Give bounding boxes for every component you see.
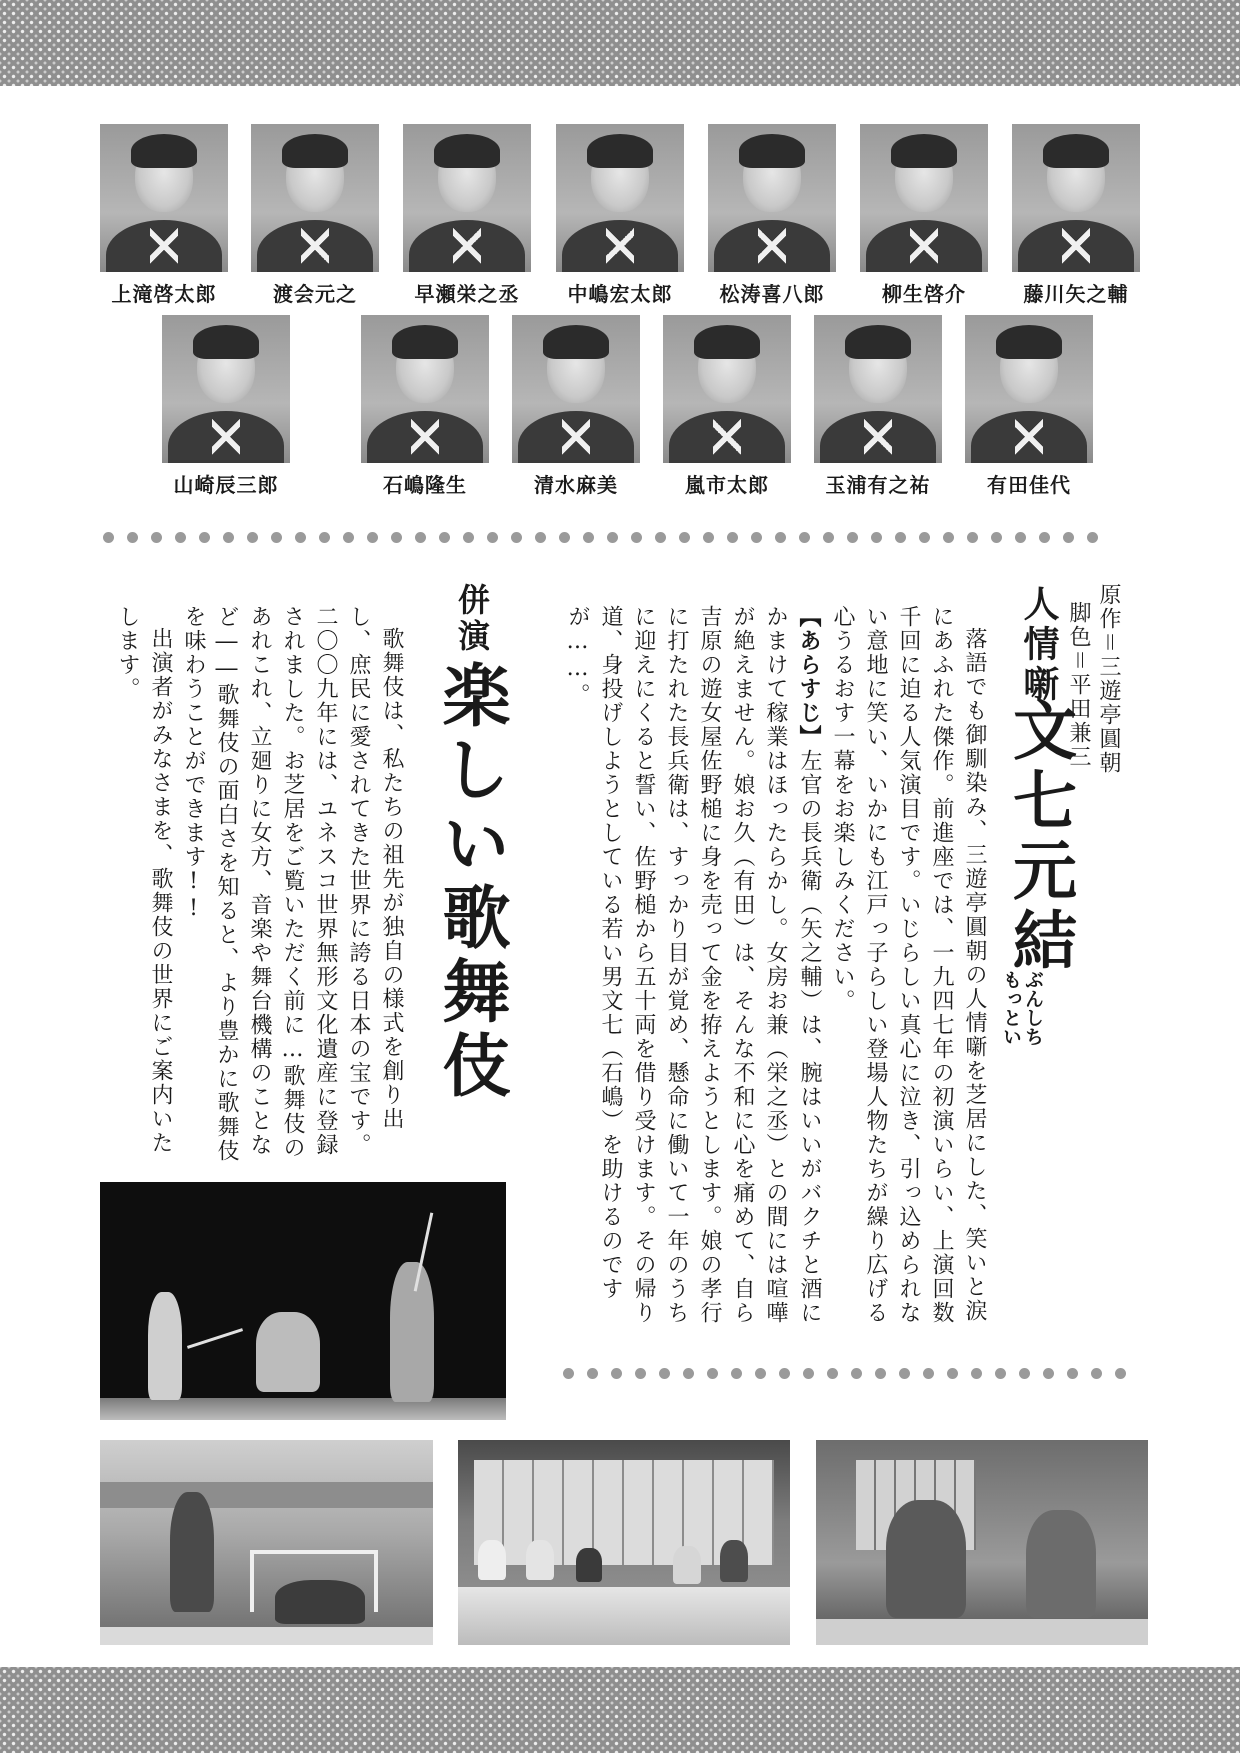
cast-name: 早瀬栄之丞 bbox=[414, 282, 520, 306]
dotted-divider bbox=[563, 1368, 1139, 1379]
sword bbox=[187, 1328, 243, 1349]
play-title: 文七元結 bbox=[1002, 697, 1077, 977]
cast-portrait bbox=[556, 124, 684, 307]
portrait-photo bbox=[965, 315, 1093, 463]
cast-portrait bbox=[403, 124, 531, 307]
portrait-photo bbox=[814, 315, 942, 463]
cast-portrait bbox=[100, 124, 228, 307]
cast-portrait bbox=[1012, 124, 1140, 307]
second-play-label: 併演 bbox=[453, 583, 491, 655]
backdrop bbox=[100, 1482, 433, 1508]
portrait-photo bbox=[708, 124, 836, 272]
actor-figure bbox=[478, 1540, 506, 1580]
second-play-closing: 出演者がみなさまを、歌舞伎の世界にご案内いたします。 bbox=[115, 605, 173, 1155]
title-ruby bbox=[1000, 970, 1044, 1046]
cast-portrait bbox=[965, 315, 1093, 498]
actor-figure bbox=[148, 1292, 182, 1400]
original-author: 原作＝三遊亭圓朝 bbox=[1096, 583, 1121, 776]
play-description bbox=[565, 605, 991, 1330]
cast-portrait bbox=[814, 315, 942, 498]
cast-name: 渡会元之 bbox=[273, 282, 357, 306]
portrait-photo bbox=[100, 124, 228, 272]
cast-name: 有田佳代 bbox=[987, 473, 1071, 497]
portrait-photo bbox=[663, 315, 791, 463]
actor-figure bbox=[673, 1546, 701, 1584]
cast-portrait bbox=[708, 124, 836, 307]
stage-photo-bridge bbox=[100, 1440, 433, 1645]
actor-figure bbox=[886, 1500, 966, 1618]
cast-name: 清水麻美 bbox=[534, 473, 618, 497]
second-play-description bbox=[96, 605, 408, 1165]
cast-name: 上滝啓太郎 bbox=[111, 282, 217, 306]
intro-paragraph: 落語でも御馴染み、三遊亭圓朝の人情噺を芝居にした、笑いと涙にあふれた傑作。前進座では、一九四七年の初演いらい、上演回数千回に迫る人気演目です。いじらしい真心に泣き、引っ込められない意地に笑い、いかにも江戸っ子らしい登場人物たちが繰り広げる心うるおす一幕をお楽しみください。 bbox=[830, 605, 987, 1325]
portrait-photo bbox=[860, 124, 988, 272]
second-play-title: 楽しい歌舞伎 bbox=[431, 660, 511, 1104]
actor-figure bbox=[170, 1492, 214, 1612]
ruby-line-2: もっとい bbox=[1000, 970, 1022, 1046]
actor-figure bbox=[256, 1312, 320, 1392]
cast-name: 玉浦有之祐 bbox=[825, 473, 931, 497]
synopsis-text: 左官の長兵衛（矢之輔）は、腕はいいがバクチと酒にかまけて稼業はほったらかし。女房お兼（栄之丞）との間には喧嘩が絶えません。娘お久（有田）は、そんな不和に心を痛めて、自ら吉原の遊女屋佐野槌に身を売って金を拵えようとします。娘の孝行に打たれた長兵衛は、すっかり目が覚め、懸命に働いて一年のうちに迎えにくると誓い、佐野槌から五十両を借り受けます。その帰り道、身投げしようとしている若い男文七（石嶋）を助けるのですが……。 bbox=[565, 605, 822, 1325]
cast-portrait bbox=[512, 315, 640, 498]
cast-name: 山崎辰三郎 bbox=[173, 473, 279, 497]
bottom-pattern-band bbox=[0, 1667, 1240, 1753]
cast-name: 藤川矢之輔 bbox=[1023, 282, 1129, 306]
stage-photo-tenement bbox=[816, 1440, 1148, 1645]
actor-figure bbox=[576, 1548, 602, 1582]
stage-photo-sword-fight bbox=[100, 1182, 506, 1420]
actor-figure bbox=[1026, 1510, 1096, 1618]
actor-figure bbox=[390, 1262, 434, 1402]
cast-portrait bbox=[860, 124, 988, 307]
cast-portrait bbox=[663, 315, 791, 498]
stage-photo-interior bbox=[458, 1440, 790, 1645]
actor-figure bbox=[275, 1580, 365, 1624]
portrait-photo bbox=[403, 124, 531, 272]
cast-portrait bbox=[361, 315, 489, 498]
cast-portrait bbox=[162, 315, 290, 498]
second-play-body: 歌舞伎は、私たちの祖先が独自の様式を創り出し、庶民に愛されてきた世界に誇る日本の宝です。二〇〇九年には、ユネスコ世界無形文化遺産に登録されました。お芝居をご覧いただく前に…歌舞伎のあれこれ、立廻りに女方、音楽や舞台機構のことなど――歌舞伎の面白さを知ると、より豊かに歌舞伎を味わうことができます!! bbox=[181, 605, 404, 1163]
top-pattern-band bbox=[0, 0, 1240, 86]
portrait-photo bbox=[162, 315, 290, 463]
cast-name: 松涛喜八郎 bbox=[719, 282, 825, 306]
synopsis-label: 【あらすじ】 bbox=[796, 605, 822, 749]
cast-name: 中嶋宏太郎 bbox=[567, 282, 673, 306]
synopsis-paragraph bbox=[561, 605, 826, 1330]
actor-figure bbox=[526, 1540, 554, 1580]
portrait-photo bbox=[1012, 124, 1140, 272]
play-genre: 人情噺 bbox=[1018, 585, 1060, 705]
ruby-line-1: ぶんしち bbox=[1022, 970, 1044, 1046]
cast-name: 嵐市太郎 bbox=[685, 473, 769, 497]
cast-name: 柳生啓介 bbox=[882, 282, 966, 306]
cast-name: 石嶋隆生 bbox=[383, 473, 467, 497]
portrait-photo bbox=[512, 315, 640, 463]
actor-figure bbox=[720, 1540, 748, 1582]
cast-portrait bbox=[251, 124, 379, 307]
portrait-photo bbox=[251, 124, 379, 272]
portrait-photo bbox=[556, 124, 684, 272]
adaptation-credit: 脚色＝平田兼三 bbox=[1066, 601, 1091, 770]
dotted-divider bbox=[103, 532, 1111, 543]
portrait-photo bbox=[361, 315, 489, 463]
